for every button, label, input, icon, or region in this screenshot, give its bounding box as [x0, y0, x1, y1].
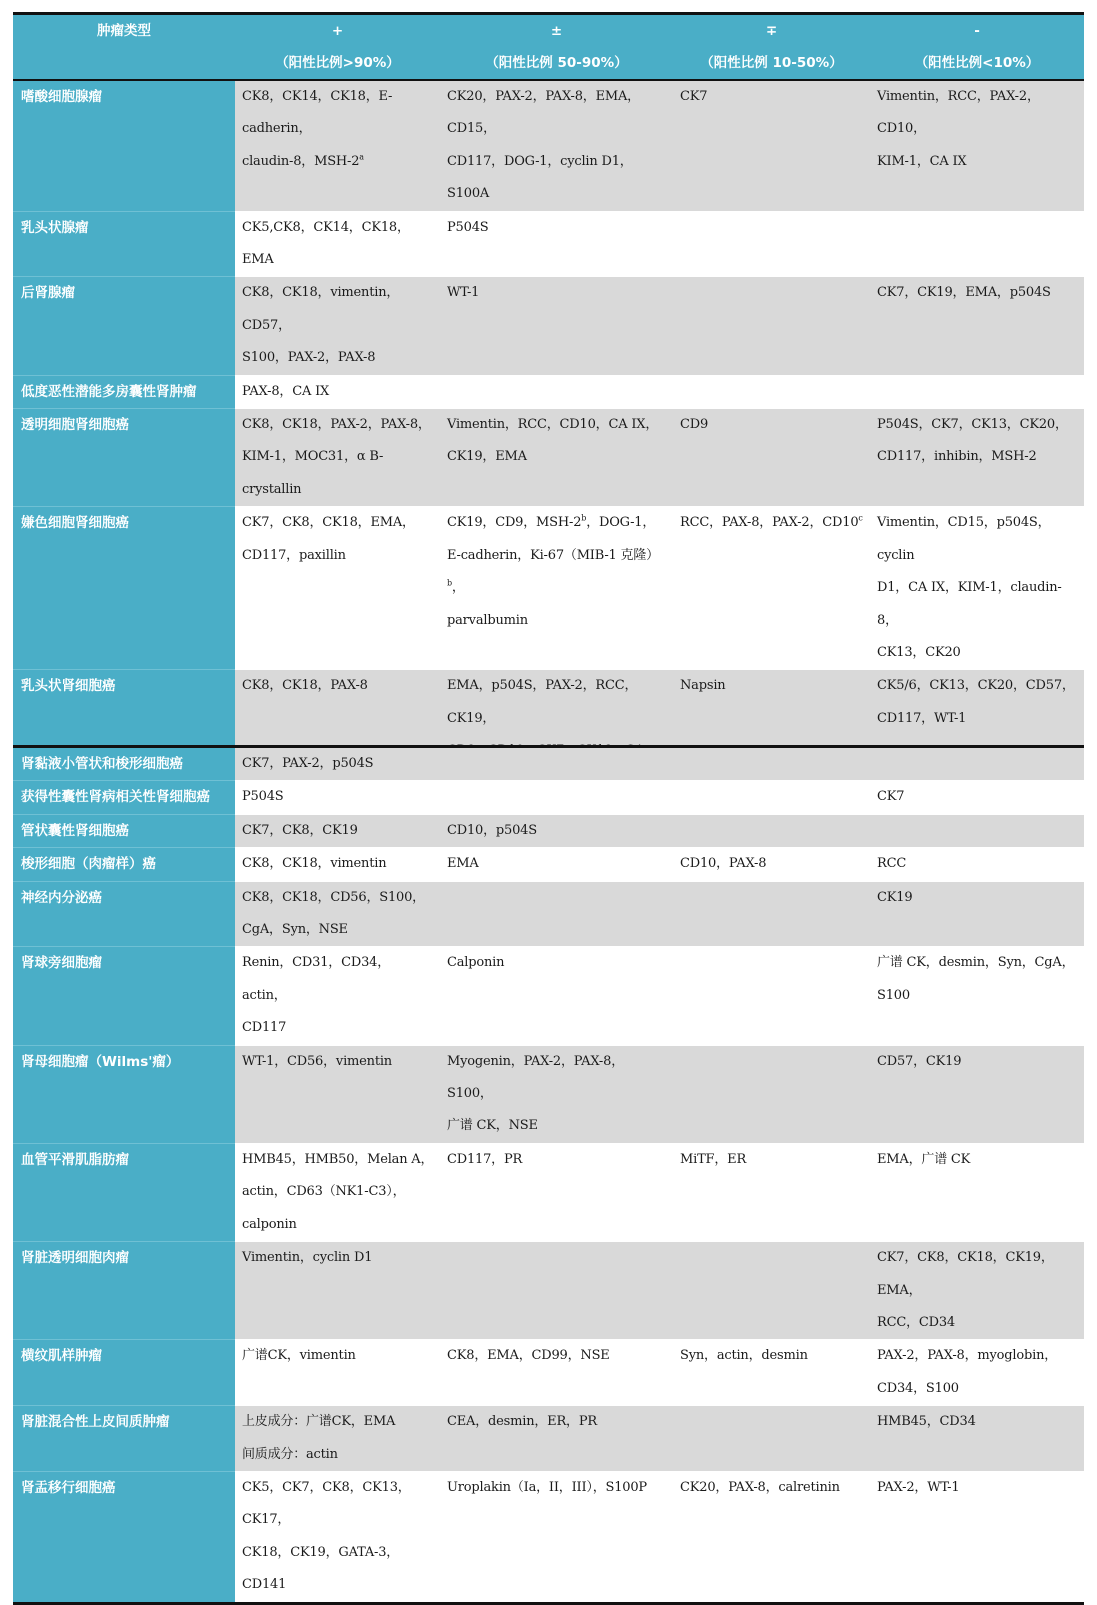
marker-text: Calponin	[447, 955, 505, 971]
marker-text: CK8，CK18，PAX-8	[242, 678, 368, 694]
negative-markers-cell	[870, 1242, 1084, 1340]
weak-markers-cell	[673, 409, 870, 507]
mostly-positive-markers-cell	[440, 1143, 673, 1241]
positive-markers-cell	[235, 814, 440, 847]
marker-text: KIM-1，CA IX	[877, 153, 967, 169]
marker-text: CD117	[242, 1020, 287, 1036]
mostly-positive-markers-cell	[440, 375, 673, 408]
marker-text: CK5,CK8，CK14，CK18，EMA	[242, 219, 410, 268]
tumor-type-cell: 梭形细胞（肉瘤样）癌	[13, 848, 235, 881]
marker-text: RCC	[877, 856, 907, 872]
tumor-type-cell: 后肾腺瘤	[13, 277, 235, 375]
marker-line	[242, 1209, 434, 1241]
table-row	[13, 375, 1084, 408]
negative-markers-cell	[870, 1143, 1084, 1241]
marker-line	[242, 1242, 434, 1274]
marker-text: CD57，CK19	[877, 1053, 962, 1069]
table-row	[13, 1242, 1084, 1340]
marker-text: CD117，PR	[447, 1151, 523, 1167]
positive-markers-cell	[235, 211, 440, 277]
marker-text: ，DOG-1，	[586, 515, 656, 531]
marker-text: 广谱 CK，NSE	[447, 1118, 538, 1134]
marker-text: HMB45，CD34	[877, 1414, 976, 1430]
marker-line	[242, 277, 434, 342]
negative-markers-cell	[870, 781, 1084, 814]
table-row	[13, 881, 1084, 947]
marker-line	[877, 781, 1078, 813]
weak-markers-cell	[673, 277, 870, 375]
marker-text: CK13，CK20	[877, 644, 961, 660]
mostly-positive-markers-cell	[440, 947, 673, 1045]
marker-text: Vimentin，CD15，p504S，cyclin	[877, 515, 1051, 563]
marker-line	[680, 507, 864, 539]
negative-markers-cell	[870, 80, 1084, 211]
marker-line	[877, 277, 1078, 309]
marker-line	[242, 342, 434, 374]
mostly-positive-markers-cell	[440, 848, 673, 881]
marker-text: CK7，CK8，CK19	[242, 822, 358, 838]
table-row	[13, 1471, 1084, 1603]
mostly-positive-markers-cell	[440, 1242, 673, 1340]
mostly-positive-markers-cell	[440, 881, 673, 947]
marker-text: 广谱 CK，desmin，Syn，CgA，	[877, 955, 1075, 971]
header-negative-ratio: （阳性比例<10%）	[870, 47, 1084, 80]
marker-line	[877, 81, 1078, 146]
marker-line	[242, 781, 434, 813]
marker-text: CD10，p504S	[447, 822, 537, 838]
marker-line	[242, 146, 434, 178]
marker-text: CK19	[877, 889, 913, 905]
marker-text: CK8，CK18，CD56，S100，	[242, 889, 425, 905]
marker-line	[242, 81, 434, 146]
marker-line	[447, 277, 667, 309]
positive-markers-cell	[235, 507, 440, 670]
marker-text: Vimentin，cyclin D1	[242, 1250, 373, 1266]
marker-line	[242, 540, 434, 572]
marker-text: HMB45，HMB50，Melan A，	[242, 1151, 434, 1167]
negative-markers-cell	[870, 507, 1084, 670]
marker-line	[680, 848, 864, 880]
marker-text: CK19，EMA	[447, 449, 527, 465]
table-row	[13, 211, 1084, 277]
marker-line	[242, 1046, 434, 1078]
positive-markers-cell	[235, 947, 440, 1045]
marker-line	[877, 1307, 1078, 1339]
weak-markers-cell	[673, 1143, 870, 1241]
header-row-ratios	[13, 47, 1084, 80]
negative-markers-cell	[870, 814, 1084, 847]
weak-markers-cell	[673, 211, 870, 277]
marker-line	[877, 507, 1078, 572]
weak-markers-cell	[673, 375, 870, 408]
marker-line	[447, 605, 667, 637]
marker-line	[877, 1340, 1078, 1372]
weak-markers-cell	[673, 80, 870, 211]
mostly-positive-markers-cell	[440, 409, 673, 507]
marker-line	[877, 882, 1078, 914]
marker-text: CK7，CK8，CK18，CK19，EMA，	[877, 1250, 1054, 1298]
negative-markers-cell	[870, 1471, 1084, 1603]
marker-text: 上皮成分：广谱CK，EMA	[242, 1414, 396, 1430]
negative-markers-cell	[870, 947, 1084, 1045]
table-row	[13, 747, 1084, 781]
positive-markers-cell	[235, 277, 440, 375]
marker-line	[877, 670, 1078, 702]
weak-markers-cell	[673, 947, 870, 1045]
tumor-type-cell: 乳头状腺瘤	[13, 211, 235, 277]
marker-text: EMA，p504S，PAX-2，RCC，CK19，	[447, 678, 638, 726]
marker-text: CK7，CK8，CK18，EMA，	[242, 515, 415, 531]
mostly-positive-markers-cell	[440, 814, 673, 847]
marker-line	[447, 947, 667, 979]
marker-text: D1，CA IX，KIM-1，claudin-8，	[877, 580, 1062, 628]
weak-markers-cell	[673, 848, 870, 881]
marker-text: claudin-8，MSH-2	[242, 153, 360, 169]
tumor-type-cell: 乳头状肾细胞癌	[13, 670, 235, 833]
weak-markers-cell	[673, 747, 870, 781]
marker-line	[242, 409, 434, 441]
header-positive-ratio: （阳性比例>90%）	[235, 47, 440, 80]
negative-markers-cell	[870, 1406, 1084, 1472]
mostly-positive-markers-cell	[440, 277, 673, 375]
marker-text: CD34，S100	[877, 1380, 959, 1396]
marker-text: CK20，PAX-2，PAX-8，EMA，CD15，	[447, 89, 640, 137]
table-row	[13, 1143, 1084, 1241]
marker-text: E-cadherin，Ki-67（MIB-1 克隆）	[447, 547, 659, 563]
marker-line	[447, 146, 667, 211]
marker-line	[242, 1406, 434, 1438]
positive-markers-cell	[235, 747, 440, 781]
marker-line	[680, 1340, 864, 1372]
header-row-signs	[13, 14, 1084, 48]
marker-line	[680, 81, 864, 113]
table-row	[13, 277, 1084, 375]
weak-markers-cell	[673, 1471, 870, 1603]
tumor-type-cell: 肾脏混合性上皮间质肿瘤	[13, 1406, 235, 1472]
header-weak: ∓	[673, 14, 870, 48]
marker-line	[877, 1046, 1078, 1078]
marker-text: CD117，paxillin	[242, 547, 346, 563]
marker-line	[242, 670, 434, 702]
weak-markers-cell	[673, 1340, 870, 1406]
marker-text: CK7，CK19，EMA，p504S	[877, 285, 1051, 301]
positive-markers-cell	[235, 781, 440, 814]
mostly-positive-markers-cell	[440, 1471, 673, 1603]
table-row	[13, 507, 1084, 670]
marker-line	[877, 980, 1078, 1012]
marker-text: RCC，CD34	[877, 1314, 955, 1330]
marker-line	[242, 507, 434, 539]
weak-markers-cell	[673, 1406, 870, 1472]
header-mostly-positive-ratio: （阳性比例 50-90%）	[440, 47, 673, 80]
marker-line	[877, 572, 1078, 637]
table-row	[13, 781, 1084, 814]
header-positive: +	[235, 14, 440, 48]
marker-text: calponin	[242, 1216, 297, 1232]
marker-line	[242, 1472, 434, 1537]
positive-markers-cell	[235, 1340, 440, 1406]
marker-line	[680, 1472, 864, 1504]
marker-text: S100，PAX-2，PAX-8	[242, 350, 376, 366]
table-row	[13, 1406, 1084, 1472]
marker-line	[447, 1340, 667, 1372]
weak-markers-cell	[673, 781, 870, 814]
marker-text: CK8，EMA，CD99，NSE	[447, 1348, 610, 1364]
marker-line	[447, 670, 667, 735]
marker-line	[877, 1242, 1078, 1307]
positive-markers-cell	[235, 1406, 440, 1472]
marker-line	[447, 815, 667, 847]
mostly-positive-markers-cell	[440, 781, 673, 814]
marker-line	[447, 441, 667, 473]
positive-markers-cell	[235, 848, 440, 881]
tumor-type-cell: 肾脏透明细胞肉瘤	[13, 1242, 235, 1340]
marker-text: CK20，PAX-8，calretinin	[680, 1479, 840, 1495]
marker-line	[447, 1110, 667, 1142]
mostly-positive-markers-cell	[440, 507, 673, 670]
table-row	[13, 1045, 1084, 1143]
marker-text: KIM-1，MOC31，α B-crystallin	[242, 449, 384, 497]
positive-markers-cell	[235, 1045, 440, 1143]
marker-line	[877, 703, 1078, 735]
marker-line	[447, 1472, 667, 1504]
mostly-positive-markers-cell	[440, 1045, 673, 1143]
marker-line	[877, 848, 1078, 880]
weak-markers-cell	[673, 1242, 870, 1340]
marker-line	[877, 1406, 1078, 1438]
mostly-positive-markers-cell	[440, 747, 673, 781]
marker-line	[242, 1012, 434, 1044]
weak-markers-cell	[673, 881, 870, 947]
marker-line	[447, 848, 667, 880]
marker-text: CK8，CK18，PAX-2，PAX-8，	[242, 417, 431, 433]
marker-text: P504S	[447, 219, 489, 235]
positive-markers-cell	[235, 375, 440, 408]
marker-line	[447, 507, 667, 539]
mostly-positive-markers-cell	[440, 211, 673, 277]
marker-text: CK8，CK14，CK18，E-cadherin，	[242, 89, 393, 137]
tumor-type-cell: 肾黏液小管状和梭形细胞癌	[13, 747, 235, 781]
marker-text: Syn，actin，desmin	[680, 1348, 808, 1364]
marker-text: Myogenin，PAX-2，PAX-8，S100，	[447, 1053, 624, 1102]
marker-line	[242, 815, 434, 847]
positive-markers-cell	[235, 881, 440, 947]
marker-text: CgA，Syn，NSE	[242, 922, 348, 938]
marker-line	[242, 1537, 434, 1602]
positive-markers-cell	[235, 1471, 440, 1603]
tumor-type-cell: 嗜酸细胞腺瘤	[13, 80, 235, 211]
negative-markers-cell	[870, 211, 1084, 277]
footnote-mark: a	[359, 152, 364, 162]
marker-text: CD117，WT-1	[877, 710, 967, 726]
negative-markers-cell	[870, 747, 1084, 781]
marker-line	[242, 1439, 434, 1471]
marker-text: PAX-2，WT-1	[877, 1479, 960, 1495]
negative-markers-cell	[870, 277, 1084, 375]
marker-text: Vimentin，RCC，CD10，CA IX，	[447, 417, 659, 433]
marker-text: CK8，CK18，vimentin，CD57，	[242, 285, 400, 333]
marker-text: PAX-8，CA IX	[242, 383, 330, 399]
ihc-table-part2	[13, 745, 1084, 1605]
marker-line	[242, 1176, 434, 1208]
footnote-mark: b	[447, 578, 452, 588]
positive-markers-cell	[235, 409, 440, 507]
marker-line	[447, 409, 667, 441]
marker-text: CK7	[680, 89, 708, 104]
negative-markers-cell	[870, 848, 1084, 881]
marker-line	[877, 409, 1078, 441]
marker-line	[877, 1144, 1078, 1176]
marker-text: EMA	[447, 856, 479, 872]
marker-text: CK19，CD9，MSH-2	[447, 515, 582, 531]
header-weak-ratio: （阳性比例 10-50%）	[673, 47, 870, 80]
marker-text: EMA，广谱 CK	[877, 1151, 971, 1167]
marker-line	[680, 409, 864, 441]
marker-text: P504S，CK7，CK13，CK20，	[877, 417, 1068, 433]
marker-line	[242, 882, 434, 914]
marker-text: Renin，CD31，CD34，actin，	[242, 955, 391, 1003]
positive-markers-cell	[235, 80, 440, 211]
negative-markers-cell	[870, 1045, 1084, 1143]
marker-text: parvalbumin	[447, 612, 528, 628]
marker-text: CK7	[877, 789, 905, 805]
marker-line	[242, 848, 434, 880]
marker-text: P504S	[242, 789, 284, 805]
marker-line	[242, 1340, 434, 1372]
tumor-type-cell: 肾盂移行细胞癌	[13, 1471, 235, 1603]
marker-line	[447, 1406, 667, 1438]
marker-line	[242, 947, 434, 1012]
marker-text: PAX-2，PAX-8，myoglobin，	[877, 1348, 1058, 1364]
marker-text: CK5，CK7，CK8，CK13，CK17，	[242, 1479, 411, 1528]
tumor-type-cell: 嫌色细胞肾细胞癌	[13, 507, 235, 670]
table-row	[13, 80, 1084, 211]
footnote-mark: b	[581, 513, 587, 523]
negative-markers-cell	[870, 375, 1084, 408]
marker-line	[242, 748, 434, 780]
marker-line	[877, 1472, 1078, 1504]
negative-markers-cell	[870, 881, 1084, 947]
marker-line	[447, 81, 667, 146]
marker-text: actin，CD63（NK1-C3），	[242, 1184, 406, 1200]
negative-markers-cell	[870, 409, 1084, 507]
marker-text: CD10，PAX-8	[680, 856, 767, 872]
marker-text: RCC，PAX-8，PAX-2，CD10	[680, 515, 859, 531]
positive-markers-cell	[235, 1242, 440, 1340]
marker-text: CEA，desmin，ER，PR	[447, 1414, 597, 1430]
marker-text: CK7，PAX-2，p504S	[242, 756, 374, 771]
mostly-positive-markers-cell	[440, 80, 673, 211]
marker-text: CK8，CK18，vimentin	[242, 856, 387, 872]
marker-text: Napsin	[680, 678, 726, 694]
marker-line	[447, 1144, 667, 1176]
marker-text: CD117，DOG-1，cyclin D1，S100A	[447, 153, 633, 202]
table-row	[13, 848, 1084, 881]
marker-line	[242, 212, 434, 277]
table-row	[13, 1340, 1084, 1406]
marker-text: Vimentin，RCC，PAX-2，CD10，	[877, 89, 1040, 137]
tumor-type-cell: 肾母细胞瘤（Wilms'瘤）	[13, 1045, 235, 1143]
marker-text: CD117，inhibin，MSH-2	[877, 449, 1037, 465]
marker-text: CK5/6，CK13，CK20，CD57，	[877, 678, 1075, 694]
weak-markers-cell	[673, 814, 870, 847]
header-tumor-type: 肿瘤类型	[13, 14, 235, 48]
marker-line	[877, 637, 1078, 669]
marker-line	[877, 146, 1078, 178]
header-negative: -	[870, 14, 1084, 48]
table-row	[13, 409, 1084, 507]
marker-text: CD9	[680, 417, 709, 433]
header-empty	[13, 47, 235, 80]
weak-markers-cell	[673, 507, 870, 670]
marker-line	[242, 914, 434, 946]
table-row	[13, 814, 1084, 847]
marker-text: 间质成分：actin	[242, 1446, 338, 1462]
marker-line	[242, 1144, 434, 1176]
marker-text: 广谱CK，vimentin	[242, 1348, 356, 1364]
marker-line	[877, 441, 1078, 473]
tumor-type-cell: 肾球旁细胞瘤	[13, 947, 235, 1045]
header-mostly-positive: ±	[440, 14, 673, 48]
weak-markers-cell	[673, 1045, 870, 1143]
tumor-type-cell: 管状囊性肾细胞癌	[13, 814, 235, 847]
marker-text: MiTF，ER	[680, 1151, 747, 1167]
marker-line	[447, 540, 667, 605]
marker-text: S100	[877, 987, 910, 1003]
mostly-positive-markers-cell	[440, 1406, 673, 1472]
positive-markers-cell	[235, 1143, 440, 1241]
table-row	[13, 947, 1084, 1045]
marker-text: WT-1，CD56，vimentin	[242, 1053, 392, 1069]
marker-line	[447, 212, 667, 244]
tumor-type-cell: 血管平滑肌脂肪瘤	[13, 1143, 235, 1241]
negative-markers-cell	[870, 1340, 1084, 1406]
marker-line	[242, 441, 434, 506]
marker-text: ，	[451, 580, 465, 596]
marker-line	[242, 376, 434, 408]
tumor-type-cell: 获得性囊性肾病相关性肾细胞癌	[13, 781, 235, 814]
marker-text: CK18，CK19，GATA-3，CD141	[242, 1544, 400, 1593]
tumor-type-cell: 透明细胞肾细胞癌	[13, 409, 235, 507]
tumor-type-cell: 神经内分泌癌	[13, 881, 235, 947]
mostly-positive-markers-cell	[440, 1340, 673, 1406]
marker-line	[877, 1373, 1078, 1405]
marker-line	[877, 947, 1078, 979]
tumor-type-cell: 低度恶性潜能多房囊性肾肿瘤	[13, 375, 235, 408]
marker-text: Uroplakin（Ia，II，III），S100P	[447, 1479, 647, 1495]
marker-line	[447, 1046, 667, 1111]
marker-text: WT-1	[447, 285, 480, 301]
footnote-mark: c	[858, 513, 863, 523]
marker-line	[680, 1144, 864, 1176]
tumor-type-cell: 横纹肌样肿瘤	[13, 1340, 235, 1406]
marker-line	[680, 670, 864, 702]
